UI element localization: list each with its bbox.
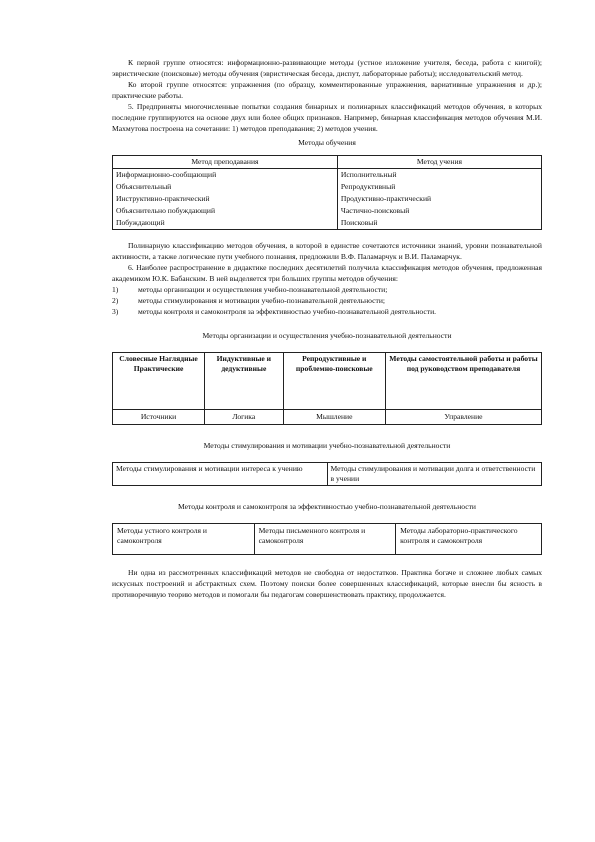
table3-cell: Методы стимулирования и мотивации интереса к учению	[113, 463, 328, 486]
list-item-text: методы организации и осуществления учебно-познавательной деятельности;	[138, 285, 388, 294]
table1-header-learning: Метод учения	[337, 156, 541, 169]
paragraph-second-group: Ко второй группе относятся: упражнения (по образцу, комментированные упражнения, вариативные упражнения и др.); практические работы.	[112, 80, 542, 100]
organization-methods-table	[112, 352, 542, 425]
paragraph-first-group: К первой группе относятся: информационно-развивающие методы (устное изложение учителя, беседа, работа с книгой); эвристические (поисковые) методы обучения (эвристическая беседа, диспут, лабораторные работы); исследовательский метод.	[112, 58, 542, 78]
table2-bottom-cell: Логика	[205, 410, 284, 425]
table4-cell: Методы письменного контроля и самоконтроля	[254, 524, 396, 555]
paragraph-binary-classification: 5. Предприняты многочисленные попытки создания бинарных и полинарных классификаций методов обучения, в которых последние группируются на основе двух или более общих признаков. Например, бинарная классификация методов обучения М.И. Махмутова построена на сочетании: 1) методов преподавания; 2) методов учения.	[112, 102, 542, 133]
table2-title: Методы организации и осуществления учебно-познавательной деятельности	[202, 331, 452, 340]
paragraph-conclusion: Ни одна из рассмотренных классификаций методов не свободна от недостатков. Практика богаче и сложнее любых самых искусных построений и абстрактных схем. Поэтому поиски более совершенных классификаций, которые внесли бы ясность в противоречивую теорию методов и помогали бы педагогам совершенствовать практику, продолжается.	[112, 568, 542, 599]
table1-cell: Частично-поисковый	[337, 205, 541, 217]
table4-cell: Методы устного контроля и самоконтроля	[113, 524, 255, 555]
list-item	[112, 306, 542, 317]
control-methods-table	[112, 523, 542, 555]
table1-title: Методы обучения	[298, 138, 356, 147]
method-groups-list	[112, 284, 542, 317]
table1-cell: Исполнительный	[337, 169, 541, 182]
table1-cell: Поисковый	[337, 217, 541, 230]
table2-header: Индуктивные и дедуктивные	[205, 353, 284, 410]
table1-cell: Объяснительный	[113, 181, 338, 193]
table2-bottom-cell: Источники	[113, 410, 205, 425]
table2-bottom-cell: Управление	[385, 410, 541, 425]
paragraph-babansky-classification: 6. Наиболее распространение в дидактике последних десятилетий получила классификация методов обучения, предложенная академиком Ю.К. Бабанским. В ней выделяется три больших группы методов обучения:	[112, 263, 542, 283]
table1-cell: Объяснительно побуждающий	[113, 205, 338, 217]
table3-cell: Методы стимулирования и мотивации долга и ответственности в учении	[327, 463, 542, 486]
table1-cell: Информационно-сообщающий	[113, 169, 338, 182]
list-item-number: 2)	[112, 296, 119, 305]
paragraph-polynary-classification: Полинарную классификацию методов обучения, в которой в единстве сочетаются источники знаний, уровни познавательной активности, а также логические пути учебного познания, предложили В.Ф. Паламарчук и В.И. Паламарчук.	[112, 241, 542, 261]
list-item-number: 3)	[112, 307, 119, 316]
table2-header: Репродуктивные и проблемно-поисковые	[283, 353, 385, 410]
table2-bottom-cell: Мышление	[283, 410, 385, 425]
table1-cell: Инструктивно-практический	[113, 193, 338, 205]
table2-header: Методы самостоятельной работы и работы под руководством преподавателя	[385, 353, 541, 410]
table1-header-teaching: Метод преподавания	[113, 156, 338, 169]
table4-cell: Методы лабораторно-практического контроля и самоконтроля	[396, 524, 542, 555]
table4-title: Методы контроля и самоконтроля за эффективностью учебно-познавательной деятельности	[178, 502, 476, 511]
document-page	[112, 57, 542, 600]
stimulation-methods-table	[112, 462, 542, 486]
table1-cell: Побуждающий	[113, 217, 338, 230]
list-item-text: методы стимулирования и мотивации учебно-познавательной деятельности;	[138, 296, 386, 305]
table2-header: Словесные Наглядные Практические	[113, 353, 205, 410]
table3-title: Методы стимулирования и мотивации учебно-познавательной деятельности	[203, 441, 451, 450]
table1-cell: Репродуктивный	[337, 181, 541, 193]
teaching-methods-table	[112, 155, 542, 230]
list-item	[112, 295, 542, 306]
list-item-text: методы контроля и самоконтроля за эффективностью учебно-познавательной деятельности.	[138, 307, 437, 316]
table1-cell: Продуктивно-практический	[337, 193, 541, 205]
list-item	[112, 284, 542, 295]
list-item-number: 1)	[112, 285, 119, 294]
